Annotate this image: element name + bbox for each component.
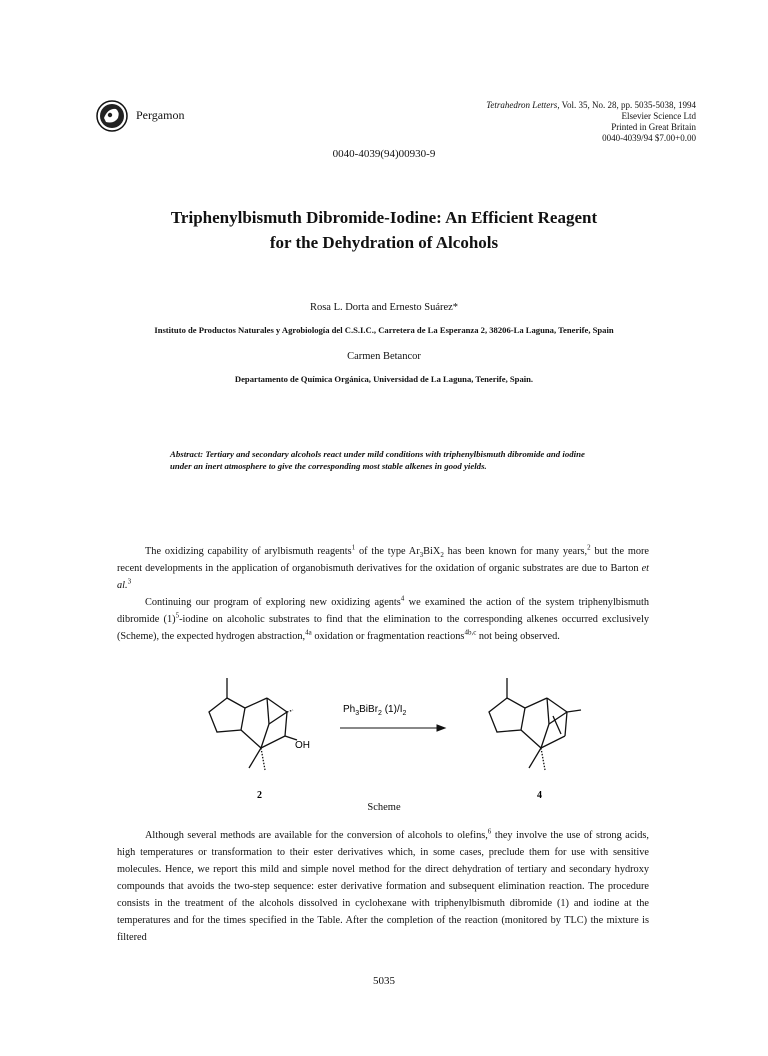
paragraph-1	[117, 543, 649, 594]
citation-sup: 4b,c	[464, 628, 477, 637]
journal-volume: , Vol. 35, No. 28, pp. 5035-5038, 1994	[557, 100, 696, 110]
text-run: has been known for many years,	[443, 546, 588, 557]
citation-sup: 2	[587, 543, 591, 552]
reagent-part: (1)/I	[381, 704, 403, 715]
text-run: but the more recent developments in the application of organobismuth derivatives for the oxidation of organic substrates are due to Barton	[117, 546, 649, 574]
citation-sup: 1	[351, 543, 356, 552]
et-al: et al.	[117, 563, 649, 591]
citation-sup: 3	[127, 577, 132, 586]
text-run: they involve the use of strong acids, high temperatures or transformation to their ester derivatives which, in some cases, preclude them for use with sensitive molecules. Hence, we report this mild and simple novel method for the direct dehydration of tertiary and secondary hydroxy compounds that avoids the two-step sequence: ester derivative formation and subsequent elimination reaction. The procedure consists in the treatment of the alcohols dissolved in cyclohexane with triphenylbismuth dibromide (1) and iodine at the temperatures and for the times specified in the Table. After the completion of the reaction (monitored by TLC) the mixture is filtered	[117, 830, 649, 943]
paragraph-2	[117, 594, 649, 645]
text-run: of the type Ar	[355, 546, 420, 557]
compound-2-label: 2	[257, 790, 262, 801]
pergamon-logo-icon	[96, 100, 128, 132]
abstract-text: Tertiary and secondary alcohols react under mild conditions with triphenylbismuth dibromide and iodine under an inert atmosphere to give the corresponding most stable alkenes in good yields.	[170, 449, 585, 471]
citation-sup: 6	[487, 827, 492, 836]
citation-sup: 5	[175, 611, 180, 620]
reaction-scheme	[195, 670, 595, 810]
reagent-label	[343, 704, 407, 717]
compound-4-label: 4	[537, 790, 542, 801]
subscript: 2	[440, 551, 444, 560]
author-2: Carmen Betancor	[347, 351, 421, 362]
abstract	[170, 448, 600, 472]
scheme-caption: Scheme	[367, 802, 401, 813]
page-number: 5035	[373, 975, 395, 987]
price-line: 0040-4039/94 $7.00+0.00	[602, 133, 696, 143]
text-run: The oxidizing capability of arylbismuth reagents	[145, 546, 352, 557]
abstract-label: Abstract:	[170, 449, 204, 459]
reaction-arrow	[340, 725, 445, 731]
text-run: -iodine on alcoholic substrates to find that the elimination to the corresponding alkenes occurred exclusively (Scheme), the expected hydrogen abstraction,	[117, 614, 649, 642]
publisher-line: Elsevier Science Ltd	[621, 111, 696, 121]
journal-name: Tetrahedron Letters	[486, 100, 558, 110]
text-run: not being observed.	[476, 631, 560, 642]
publisher-name: Pergamon	[136, 108, 185, 122]
affiliation-2: Departamento de Química Orgánica, Universidad de La Laguna, Tenerife, Spain.	[234, 374, 534, 384]
reagent-sub: 3	[355, 710, 360, 717]
paragraph-3	[117, 827, 649, 946]
oh-label: OH	[295, 740, 310, 751]
title-line-2: for the Dehydration of Alcohols	[269, 233, 499, 252]
doi: 0040-4039(94)00930-9	[332, 148, 436, 160]
compound-4-structure	[489, 678, 581, 770]
text-run: BiX	[423, 546, 441, 557]
journal-info	[376, 100, 696, 144]
compound-2-structure	[209, 678, 297, 770]
citation-sup: 4a	[305, 628, 312, 637]
authors: Rosa L. Dorta and Ernesto Suárez*	[309, 302, 459, 313]
title-line-1: Triphenylbismuth Dibromide-Iodine: An Efficient Reagent	[170, 208, 598, 227]
text-run: Continuing our program of exploring new oxidizing agents	[145, 597, 401, 608]
text-run: Although several methods are available for the conversion of alcohols to olefins,	[145, 830, 488, 841]
reagent-part: BiBr	[359, 704, 379, 715]
printed-line: Printed in Great Britain	[611, 122, 696, 132]
affiliation-1: Instituto de Productos Naturales y Agrobiología del C.S.I.C., Carretera de La Esperanza 2, 38206-La Laguna, Tenerife, Spain	[154, 325, 614, 335]
text-run: oxidation or fragmentation reactions	[311, 631, 465, 642]
journal-citation	[376, 100, 696, 111]
citation-sup: 4	[400, 594, 405, 603]
reagent-sub: 2	[378, 710, 382, 717]
text-run: we examined the action of the system triphenylbismuth dibromide (1)	[117, 597, 649, 625]
reagent-part: Ph	[343, 704, 356, 715]
paper-title	[100, 205, 668, 255]
subscript: 3	[419, 551, 424, 560]
reagent-sub: 2	[402, 710, 407, 717]
